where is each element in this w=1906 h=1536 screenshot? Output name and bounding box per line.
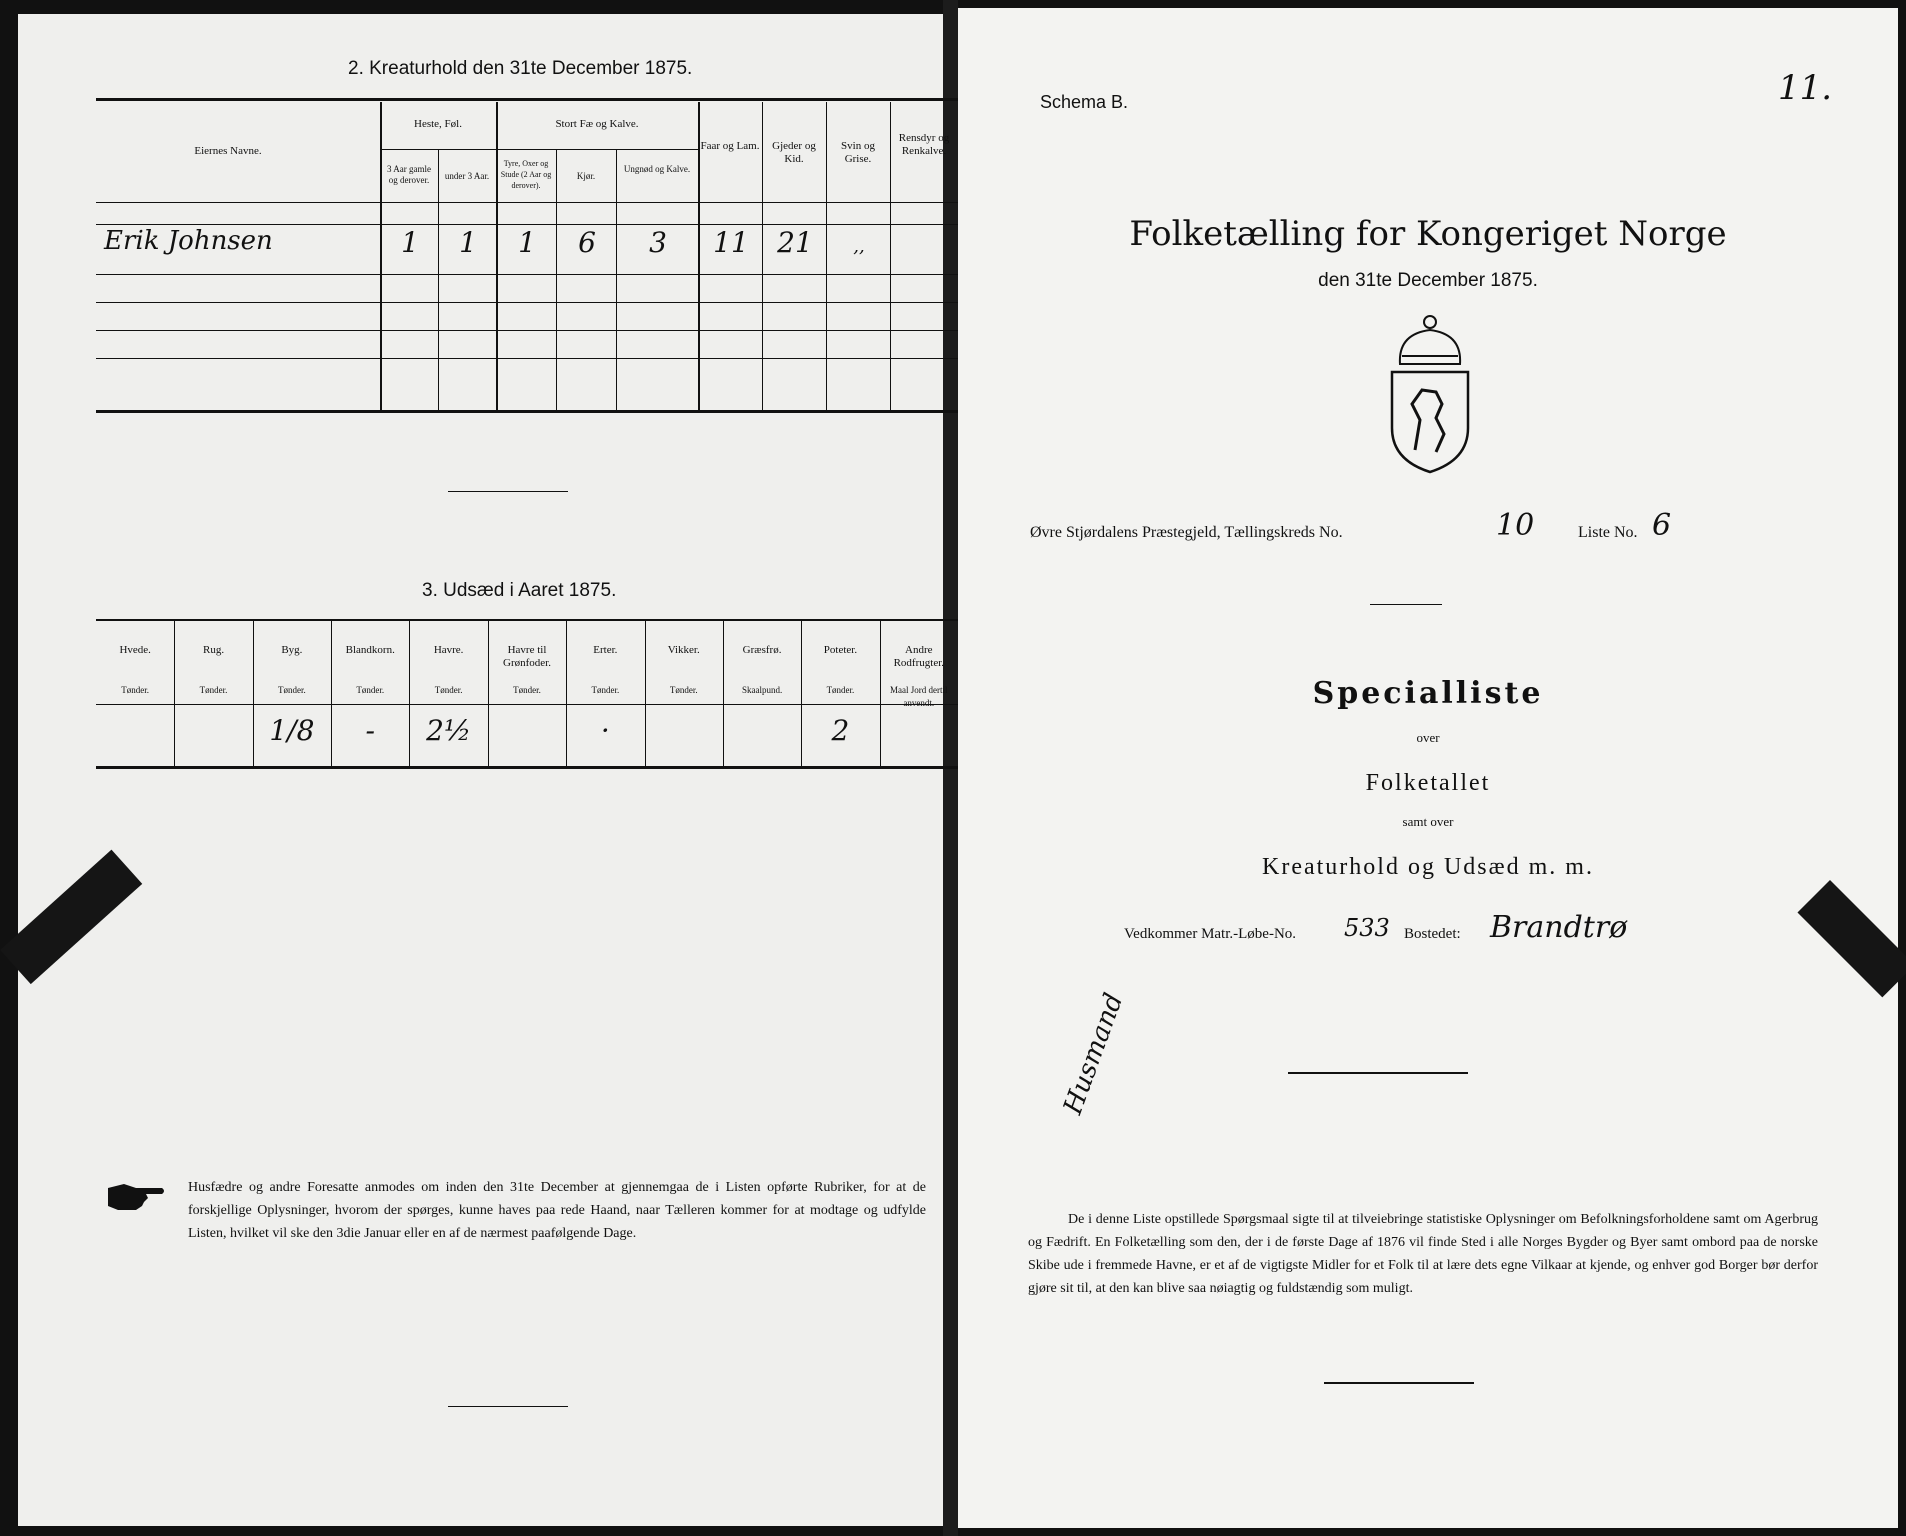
matr-number: 533: [1344, 914, 1390, 942]
cell-heste-old: 1: [401, 226, 419, 259]
pointing-hand-icon: [106, 1180, 166, 1214]
liste-label: Liste No.: [1578, 524, 1638, 541]
ungnod-subheader: Ungnød og Kalve.: [623, 164, 691, 174]
table-row-rule: [96, 302, 958, 303]
footer-paragraph: De i denne Liste opstillede Spørgsmaal sigte til at tilveiebringe statistiske Oplysninger om Befolkningsforholdene samt om Agerbrug og Fædrift. En Folketælling som den, der i de første Dage af 1876 vil finde Sted i alle Norges Bygder og Byer samt ombord paa de norske Skibe ude i fremmede Havne, er et af de vigtigste Midler for et Folk til at lære dets egne Vilkaar at kjende, og enhver god Borger bør derfor gjøre sit til, at den kan blive saa nøiagtig og fuldstændig som muligt.: [1028, 1212, 1818, 1296]
svin-header: Svin og Grise.: [841, 140, 875, 165]
liste-number: 6: [1652, 508, 1672, 543]
table-row-rule: [96, 274, 958, 275]
tyre-subheader: Tyre, Oxer og Stude (2 Aar og derover).: [500, 159, 552, 190]
col-divider: [890, 102, 891, 410]
section2-title: 2. Kreaturhold den 31te December 1875.: [348, 58, 693, 79]
kreaturhold-label: Kreaturhold og Udsæd m. m.: [1262, 854, 1594, 880]
gjeder-header: Gjeder og Kid.: [772, 140, 816, 165]
seed-unit: Maal Jord dertil anvendt.: [890, 685, 948, 708]
cell-ungnod: 3: [649, 226, 667, 259]
seed-table-bottom-rule: [96, 766, 958, 769]
bottom-separator-rule: [448, 1406, 568, 1407]
bosted-label: Bostedet:: [1404, 926, 1461, 942]
seed-header: Poteter.: [823, 644, 858, 656]
heste-old-subheader: 3 Aar gamle og derover.: [387, 164, 431, 185]
seed-value: ·: [600, 714, 610, 747]
special-title: Specialliste: [1312, 676, 1544, 711]
folketallet-label: Folketallet: [1365, 770, 1491, 796]
group-underline: [380, 149, 698, 150]
matr-label: Vedkommer Matr.-Løbe-No.: [1124, 926, 1297, 942]
col-divider: [556, 149, 557, 410]
kjor-subheader: Kjør.: [576, 171, 596, 181]
notice-paragraph: Husfædre og andre Foresatte anmodes om inden den 31te December at gjennemgaa de i Listen opførte Rubriker, for at de forskjellige Oplysninger, hvorom der spørges, kunne haves paa rede Haand, naar Tælleren kommer for at modtage og udfylde Listen, hvilket vil ske den 3die Januar eller en af de nærmest paafølgende Dage.: [188, 1180, 926, 1241]
seed-unit: Tønder.: [121, 685, 150, 695]
seed-unit: Tønder.: [669, 685, 698, 695]
seed-unit: Tønder.: [278, 685, 306, 695]
rensdyr-header: Rensdyr og Renkalve.: [898, 132, 950, 157]
seed-unit: Tønder.: [826, 685, 855, 695]
seed-header: Byg.: [281, 644, 303, 656]
seed-value: 2½: [426, 714, 472, 747]
col-divider: [616, 149, 617, 410]
table-header-rule: [96, 202, 958, 203]
col-divider: [826, 102, 827, 410]
cell-kjor: 6: [578, 226, 596, 259]
left-page: [18, 14, 950, 1526]
seed-header: Havre til Grønfoder.: [503, 644, 551, 669]
seed-header: Blandkorn.: [345, 644, 395, 656]
owner-name: Erik Johnsen: [104, 226, 273, 256]
cell-svin: ,,: [853, 236, 865, 257]
kreds-number: 10: [1496, 508, 1535, 543]
seed-header: Andre Rodfrugter.: [893, 644, 945, 669]
heste-young-subheader: under 3 Aar.: [444, 171, 490, 181]
col-divider: [762, 102, 763, 410]
schema-label: Schema B.: [1040, 92, 1129, 112]
table-header-rule-2: [96, 224, 958, 225]
norwegian-lion-crest-icon: [1370, 300, 1490, 480]
main-title: Folketælling for Kongeriget Norge: [1129, 214, 1727, 254]
table-bottom-rule: [96, 410, 958, 413]
cell-faar: 11: [713, 226, 749, 259]
over-label: over: [1416, 730, 1440, 745]
page-number: 11.: [1778, 68, 1833, 108]
seed-value: 1/8: [269, 714, 315, 747]
seed-unit: Skaalpund.: [741, 685, 783, 695]
parish-label: Øvre Stjørdalens Præstegjeld, Tællingskreds No.: [1030, 524, 1343, 541]
seed-table-top-rule: [96, 619, 958, 621]
owner-header: Eiernes Navne.: [194, 145, 262, 157]
separator-rule: [1370, 604, 1442, 605]
seed-unit: Tønder.: [513, 685, 541, 695]
separator-rule: [448, 491, 568, 492]
samt-over-label: samt over: [1402, 814, 1454, 829]
stort-fae-header: Stort Fæ og Kalve.: [555, 118, 639, 130]
table-row-rule: [96, 330, 958, 331]
date-line: den 31te December 1875.: [1318, 270, 1538, 291]
seed-unit: Tønder.: [591, 685, 620, 695]
seed-header: Erter.: [593, 644, 618, 656]
table-top-rule: [96, 98, 958, 101]
seed-value: -: [365, 714, 375, 747]
cell-tyre: 1: [518, 226, 536, 259]
seed-header: Hvede.: [119, 644, 151, 656]
seed-unit: Tønder.: [199, 685, 228, 695]
seed-header: Havre.: [433, 644, 464, 656]
seed-unit: Tønder.: [434, 685, 463, 695]
section3-title: 3. Udsæd i Aaret 1875.: [422, 580, 617, 601]
handwritten-stamp: Husmand: [1058, 989, 1130, 1119]
seed-header: Rug.: [202, 644, 225, 656]
seed-value: 2: [831, 714, 850, 747]
seed-unit: Tønder.: [356, 685, 385, 695]
heste-header: Heste, Føl.: [414, 118, 462, 130]
bosted-value: Brandtrø: [1490, 910, 1628, 945]
cell-heste-young: 1: [459, 226, 477, 259]
table-row-rule: [96, 358, 958, 359]
seed-header: Vikker.: [667, 644, 700, 656]
seed-table-header-rule: [96, 704, 958, 705]
seed-header: Græsfrø.: [742, 644, 782, 656]
faar-header: Faar og Lam.: [700, 140, 760, 152]
bottom-separator-rule: [1324, 1382, 1474, 1384]
separator-rule: [1288, 1072, 1468, 1074]
col-divider: [438, 149, 439, 410]
cell-gjeder: 21: [777, 226, 813, 259]
right-page: [958, 8, 1898, 1528]
